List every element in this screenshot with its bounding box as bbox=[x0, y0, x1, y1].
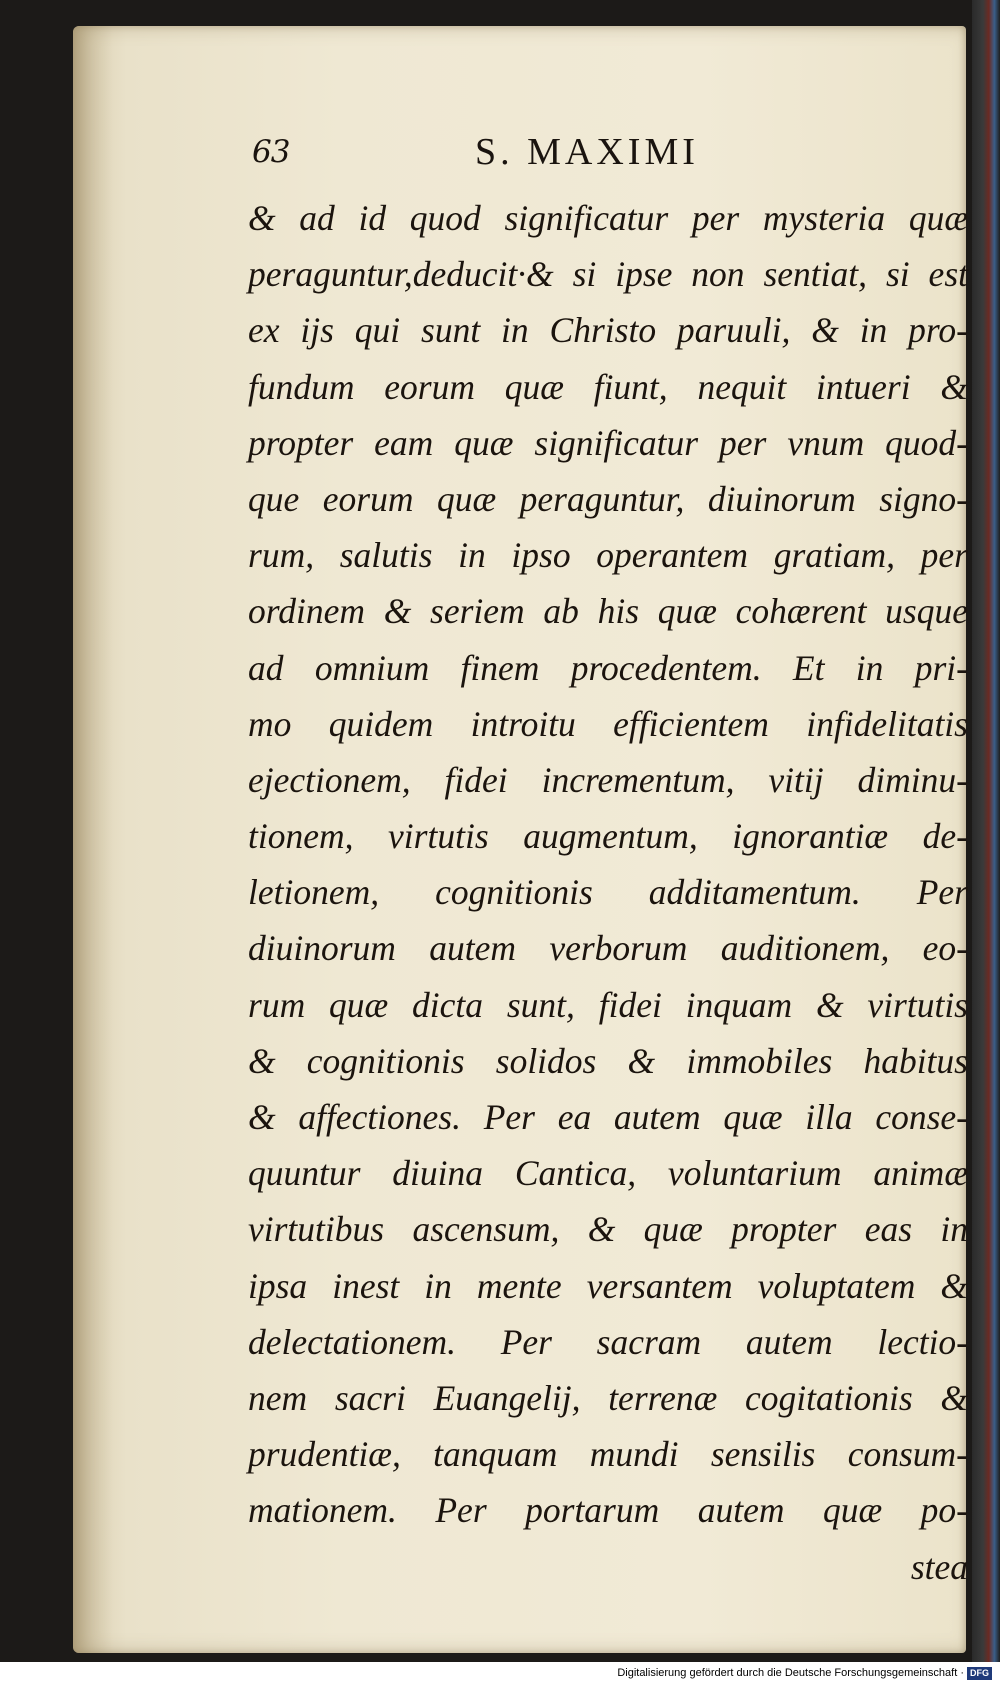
text-line: prudentiæ, tanquam mundi sensilis consum- bbox=[248, 1434, 968, 1475]
digitization-credit bbox=[617, 1664, 992, 1682]
text-line: tionem, virtutis augmentum, ignorantiæ de- bbox=[248, 816, 968, 857]
text-line: peraguntur,deducit·& si ipse non sentiat, si est bbox=[248, 254, 968, 295]
body-text bbox=[248, 190, 968, 1595]
text-line: & cognitionis solidos & immobiles habitus bbox=[248, 1040, 968, 1081]
page-number: 63 bbox=[252, 134, 290, 170]
text-line: mationem. Per portarum autem quæ po- bbox=[248, 1490, 968, 1531]
text-line: rum, salutis in ipso operantem gratiam, per bbox=[248, 535, 968, 576]
text-line: ad omnium finem procedentem. Et in pri- bbox=[248, 647, 968, 688]
text-line: nem sacri Euangelij, terrenæ cogitationis & bbox=[248, 1377, 968, 1418]
text-line: ipsa inest in mente versantem voluptatem & bbox=[248, 1265, 968, 1306]
text-line: fundum eorum quæ fiunt, nequit intueri & bbox=[248, 366, 968, 407]
text-line: & ad id quod significatur per mysteria quæ bbox=[248, 198, 968, 238]
text-line: ordinem & seriem ab his quæ cohærent usque bbox=[248, 591, 968, 632]
page-gutter-shadow bbox=[73, 26, 113, 1653]
dfg-logo: DFG bbox=[967, 1667, 992, 1680]
running-title: S. MAXIMI bbox=[475, 131, 699, 173]
text-line: ejectionem, fidei incrementum, vitij diminu- bbox=[248, 759, 968, 800]
text-line: propter eam quæ significatur per vnum quod- bbox=[248, 422, 968, 463]
text-line: & affectiones. Per ea autem quæ illa conse- bbox=[248, 1097, 968, 1137]
text-line: rum quæ dicta sunt, fidei inquam & virtutis bbox=[248, 984, 968, 1025]
color-calibration-strip bbox=[972, 0, 1000, 1662]
text-line: ex ijs qui sunt in Christo paruuli, & in pro- bbox=[248, 310, 968, 351]
text-line: delectationem. Per sacram autem lectio- bbox=[248, 1321, 968, 1362]
text-line: mo quidem introitu efficientem infidelitatis bbox=[248, 703, 968, 744]
text-line: diuinorum autem verborum auditionem, eo- bbox=[248, 928, 968, 969]
catchword: stea bbox=[910, 1546, 968, 1587]
text-line: letionem, cognitionis additamentum. Per bbox=[248, 872, 968, 913]
text-line: que eorum quæ peraguntur, diuinorum signo- bbox=[248, 478, 968, 519]
running-head bbox=[252, 130, 952, 178]
text-line: virtutibus ascensum, & quæ propter eas in bbox=[248, 1209, 968, 1250]
credit-text: Digitalisierung gefördert durch die Deutsche Forschungsgemeinschaft · bbox=[617, 1667, 964, 1679]
text-line: quuntur diuina Cantica, voluntarium animæ bbox=[248, 1153, 968, 1194]
